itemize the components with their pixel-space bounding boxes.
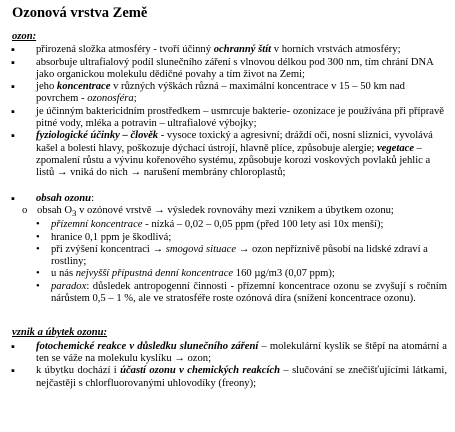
list-item: ▪ fotochemické reakce v důsledku slunečního záření – molekulární kyslík se štěpí na atomární a ten se váže na molekulu kyslíku → ozon; [8, 341, 447, 366]
list-item: • přízemní koncentrace - nízká – 0,02 – 0,05 ppm (před 100 lety asi 10x menší); [8, 219, 447, 231]
emphasis-text: fotochemické reakce v důsledku slunečního záření [36, 340, 259, 352]
obsah-sublist [8, 205, 447, 305]
emphasis-text: fyziologické účinky – člověk [36, 130, 159, 142]
list-item: ▪ absorbuje ultrafialový podíl slunečního záření s vlnovou délkou pod 300 nm, tím chrání DNA jako organickou molekulu dědičné povahy a tím život na Zemi; [8, 57, 447, 82]
list-item: o obsah $O_3$ v ozónové vrstvě → výsledek rovnováhy mezi vznikem a úbytkem ozonu; [8, 205, 447, 219]
list-item: • při zvýšení koncentraci → smogová situace → ozon nepříznivě působí na lidské zdraví a rostliny; [8, 244, 447, 269]
list-item: ▪ obsah ozonu: [8, 193, 447, 205]
emphasis-text: vegetace [376, 142, 415, 154]
emphasis-text: smogová situace [165, 243, 237, 255]
emphasis-text: paradox [51, 280, 87, 292]
emphasis-text: účastí ozonu v chemických reakcích [120, 365, 281, 377]
emphasis-text: nejvyšší přípustná denní koncentrace [75, 268, 234, 280]
emphasis-text: ochranný štít [213, 44, 272, 56]
ozon-list [8, 44, 447, 179]
section-heading-vznik: vznik a úbytek ozonu: [12, 327, 108, 339]
obsah-list [8, 193, 447, 205]
list-item: • paradox: důsledek antropogenní činnosti - přízemní koncentrace ozonu se zvyšují s ročním nárůstem 0,5 – 1 %, ale ve stratosféře roste ozónová díra (snížení koncentrace ozonu). [8, 281, 447, 306]
list-item: • hranice 0,1 ppm je škodlivá; [8, 232, 447, 244]
page-title: Ozonová vrstva Země [12, 5, 148, 21]
list-item: • u nás nejvyšší přípustná denní koncentrace 160 µg/m3 (0,07 ppm); [8, 268, 447, 280]
subsection-heading: obsah ozonu [36, 192, 92, 204]
list-item: ▪ přirozená složka atmosféry - tvoří účinný ochranný štít v horních vrstvách atmosféry; [8, 44, 447, 56]
list-item: ▪ k úbytku dochází i účastí ozonu v chemických reakcích – slučování se znečišťujícími látkami, nejčastěji s chlorfluorovanými uhlovodíky (freony); [8, 365, 447, 390]
list-item: ▪ je účinným baktericidním prostředkem – usmrcuje bakterie- ozonizace je používána při přípravě pitné vody, mléka a potravin – ultrafialové výbojky; [8, 106, 447, 131]
emphasis-text: koncentrace [56, 81, 111, 93]
vznik-list [8, 341, 447, 390]
emphasis-text: přízemní koncentrace [51, 219, 143, 231]
emphasis-text: ozonosféra [87, 93, 134, 105]
section-heading-ozon: ozon: [12, 31, 37, 42]
list-item: ▪ fyziologické účinky – člověk - vysoce toxický a agresivní; dráždí oči, nosní sliznici, vyvolává kašel a bolesti hlavy, poškozuje dýchací ústrojí, hlavně plíce, způsobuje alergie; vegetace – zpomalení růstu a vývinu kořenového systému, způsobuje korozi voskových povlaků jehlic a listů → vniká do nich → narušení membrány chloroplastů; [8, 130, 447, 179]
list-item: ▪ jeho koncentrace v různých výškách různá – maximální koncentrace v 15 – 50 km nad povrchem - ozonosféra; [8, 81, 447, 106]
